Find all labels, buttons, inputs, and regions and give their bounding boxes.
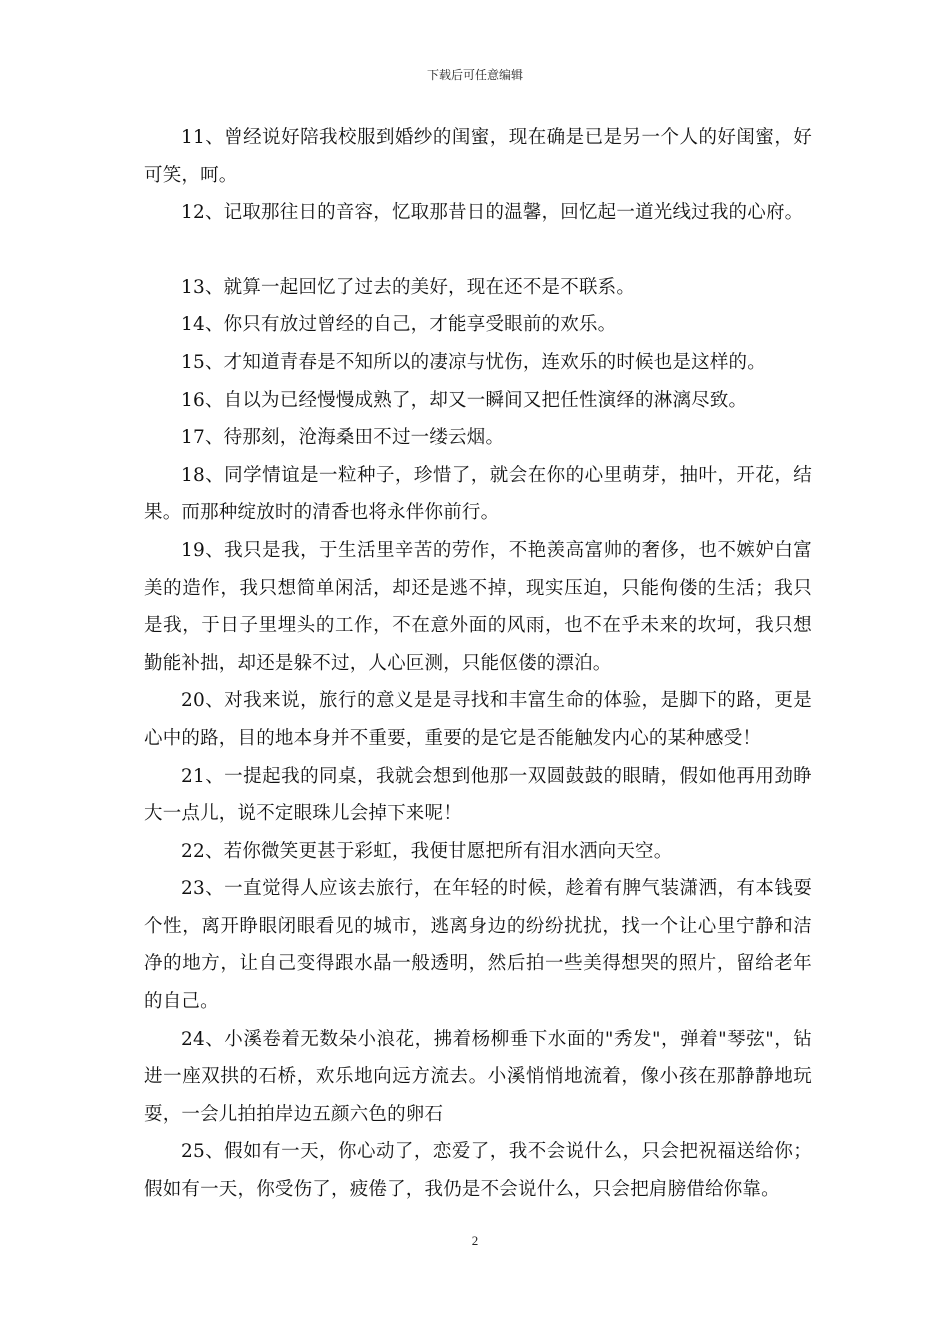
paragraph-21: 21、一提起我的同桌，我就会想到他那一双圆鼓鼓的眼睛，假如他再用劲睁大一点儿，说不定眼珠儿会掉下来呢！: [144, 765, 812, 825]
paragraph-23: 23、一直觉得人应该去旅行，在年轻的时候，趁着有脾气装潇洒，有本钱耍个性，离开睁眼闭眼看见的城市，逃离身边的纷纷扰扰，找一个让心里宁静和洁净的地方，让自己变得跟水晶一般透明，然后拍一些美得想哭的照片，留给老年的自己。: [144, 878, 812, 1013]
paragraph-16: 16、自以为已经慢慢成熟了，却又一瞬间又把任性演绎的淋漓尽致。: [181, 389, 748, 411]
paragraph-13: 13、就算一起回忆了过去的美好，现在还不是不联系。: [181, 276, 636, 298]
paragraph-11: 11、曾经说好陪我校服到婚纱的闺蜜，现在确是已是另一个人的好闺蜜，好可笑，呵。: [144, 127, 812, 186]
paragraph-25: 25、假如有一天，你心动了，恋爱了，我不会说什么，只会把祝福送给你；假如有一天，你受伤了，疲倦了，我仍是不会说什么，只会把肩膀借给你靠。: [144, 1141, 812, 1201]
paragraph-19: 19、我只是我，于生活里辛苦的劳作，不艳羡高富帅的奢侈，也不嫉妒白富美的造作，我只想简单闲活，却还是逃不掉，现实压迫，只能佝偻的生活；我只是我，于日子里埋头的工作，不在意外面的风雨，也不在乎未来的坎坷，我只想勤能补拙，却还是躲不过，人心叵测，只能伛偻的漂泊。: [144, 539, 812, 674]
paragraph-18: 18、同学情谊是一粒种子，珍惜了，就会在你的心里萌芽，抽叶，开花，结果。而那种绽放时的清香也将永伴你前行。: [144, 464, 812, 524]
page-header: 下载后可任意编辑: [426, 68, 523, 82]
paragraph-24: 24、小溪卷着无数朵小浪花，拂着杨柳垂下水面的"秀发"，弹着"琴弦"，钻进一座双拱的石桥，欢乐地向远方流去。小溪悄悄地流着，像小孩在那静静地玩耍，一会儿拍拍岸边五颜六色的卵石: [144, 1028, 812, 1125]
paragraph-15: 15、才知道青春是不知所以的凄凉与忧伤，连欢乐的时候也是这样的。: [181, 351, 766, 373]
page-number: 2: [471, 1233, 479, 1248]
document-body: [144, 119, 812, 1209]
paragraph-17: 17、待那刻，沧海桑田不过一缕云烟。: [181, 427, 505, 449]
paragraph-22: 22、若你微笑更甚于彩虹，我便甘愿把所有泪水洒向天空。: [181, 840, 673, 862]
paragraph-20: 20、对我来说，旅行的意义是是寻找和丰富生命的体验，是脚下的路，更是心中的路，目的地本身并不重要，重要的是它是否能触发内心的某种感受！: [144, 690, 812, 749]
paragraph-14: 14、你只有放过曾经的自己，才能享受眼前的欢乐。: [181, 314, 617, 336]
paragraph-12: 12、记取那往日的音容，忆取那昔日的温馨，回忆起一道光线过我的心府。: [181, 202, 804, 224]
